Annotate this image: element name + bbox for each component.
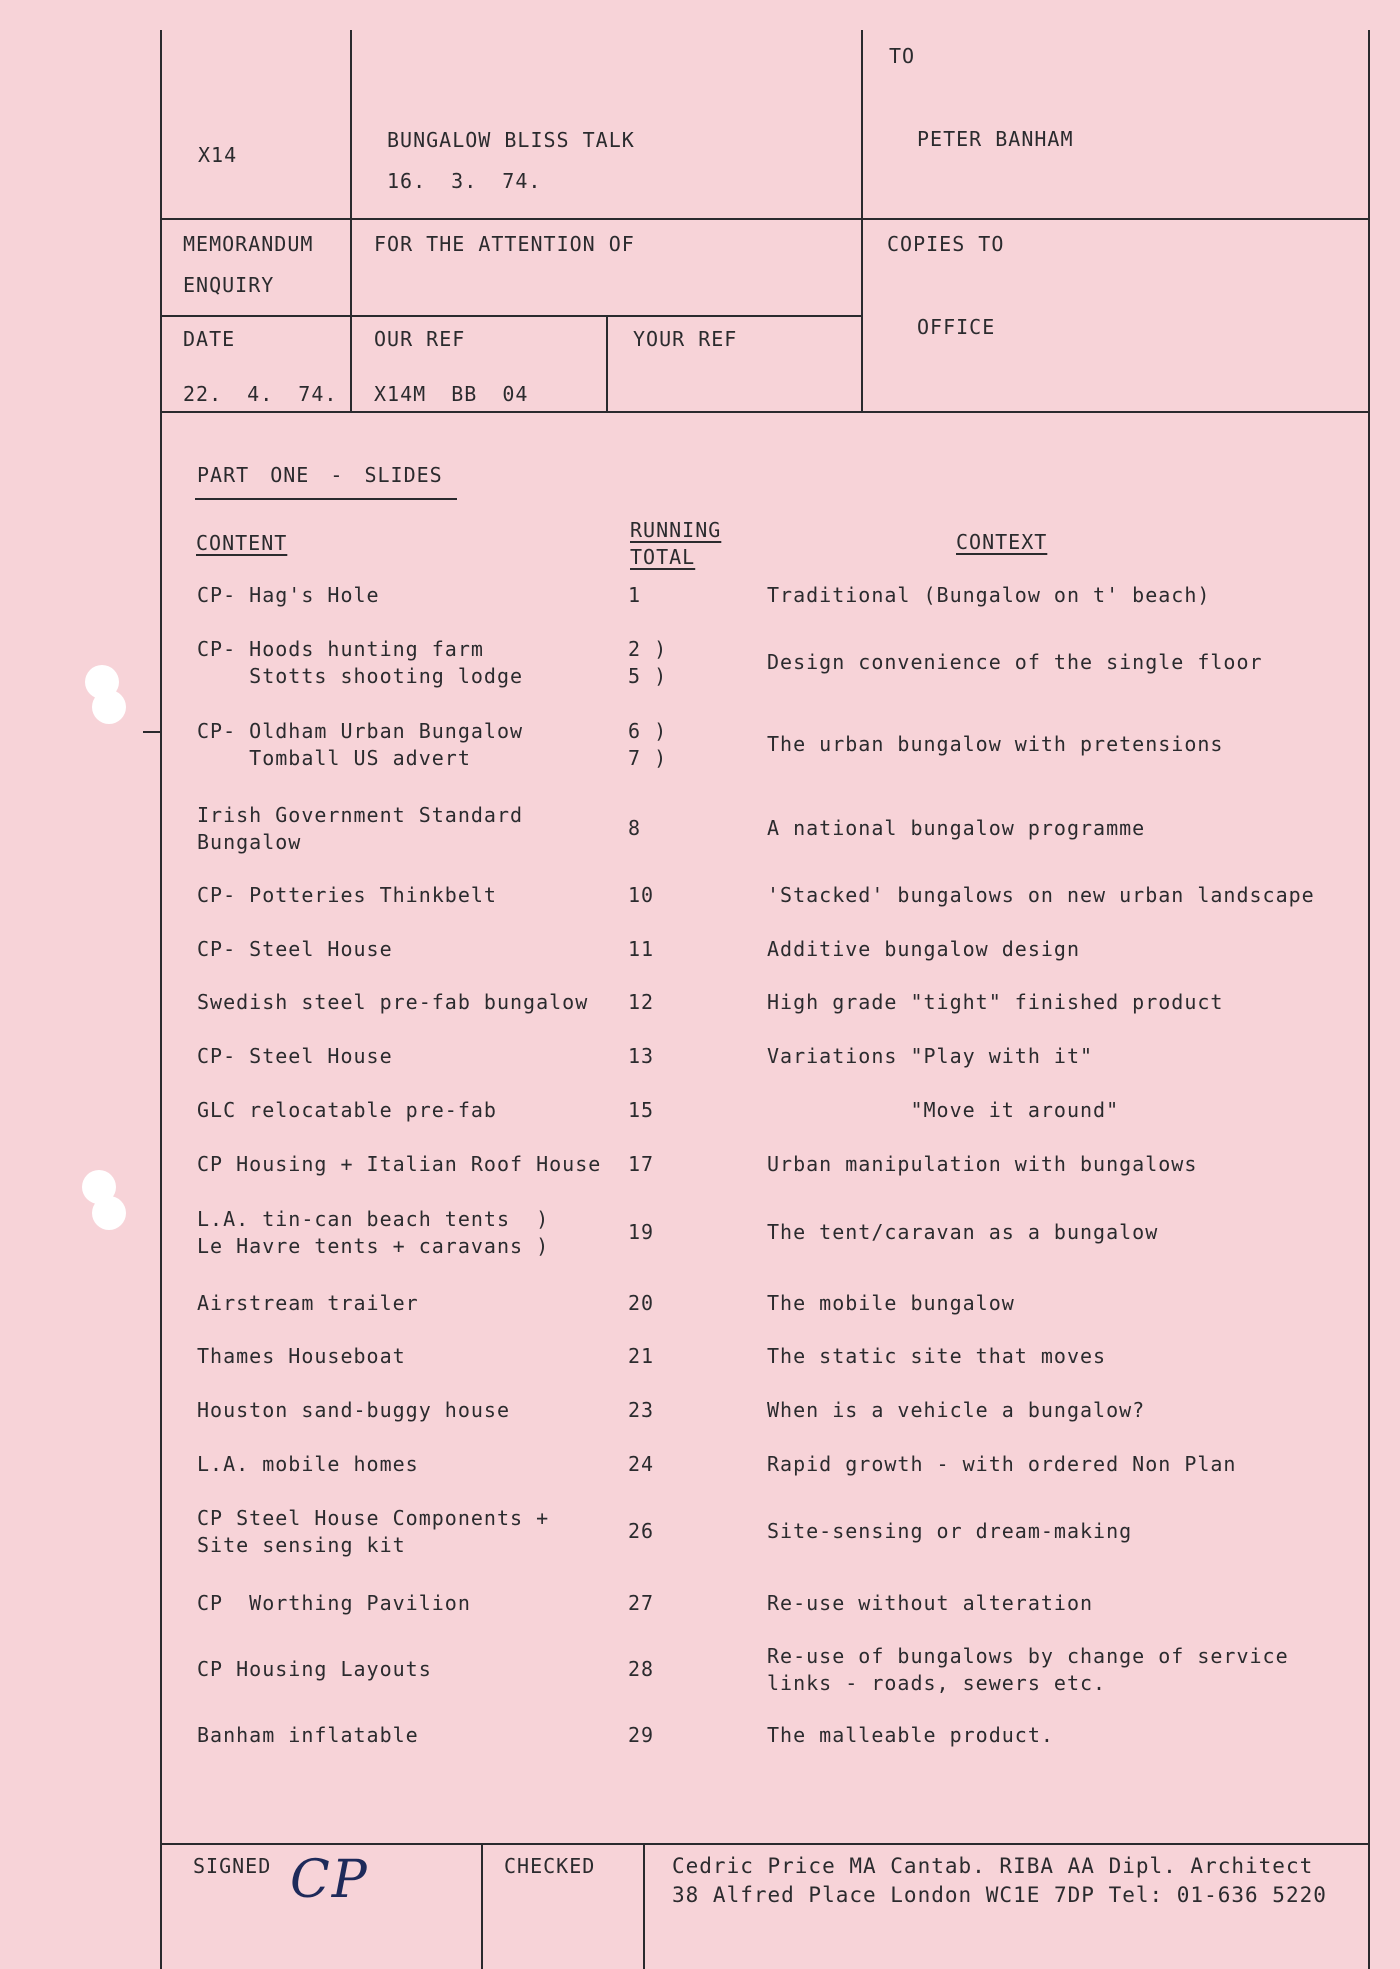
signature: CP: [290, 1850, 369, 1910]
copies-to-label: COPIES TO: [887, 232, 1005, 256]
row-content: CP Worthing Pavilion: [197, 1591, 471, 1615]
row-context: "Move it around": [767, 1098, 1120, 1122]
row-context: The tent/caravan as a bungalow: [767, 1220, 1159, 1244]
row-running-total: 19: [628, 1220, 655, 1244]
column-header-running: RUNNING: [630, 518, 722, 542]
row-context: Urban manipulation with bungalows: [767, 1152, 1198, 1176]
row-content: Irish Government Standard: [197, 803, 524, 827]
row-context: Design convenience of the single floor: [767, 650, 1263, 674]
row-content: L.A. mobile homes: [197, 1452, 419, 1476]
row-content: CP Housing Layouts: [197, 1657, 432, 1681]
row-content: CP Housing + Italian Roof House: [197, 1152, 602, 1176]
row-context: Traditional (Bungalow on t' beach): [767, 583, 1211, 607]
to-label: TO: [889, 44, 916, 68]
your-ref-label: YOUR REF: [633, 327, 738, 351]
firm-line-2: 38 Alfred Place London WC1E 7DP Tel: 01-636 5220: [672, 1883, 1327, 1907]
row-running-total: 24: [628, 1452, 655, 1476]
grid-vline-2: [861, 30, 863, 413]
date-value: 22. 4. 74.: [183, 382, 338, 406]
row-content: Swedish steel pre-fab bungalow: [197, 990, 589, 1014]
row-context: Re-use of bungalows by change of service: [767, 1644, 1289, 1668]
row-content: Banham inflatable: [197, 1723, 419, 1747]
grid-hline-1: [160, 218, 1370, 220]
right-border: [1368, 30, 1370, 1969]
to-value: PETER BANHAM: [917, 127, 1074, 151]
row-running-total: 23: [628, 1398, 655, 1422]
row-content: Le Havre tents + caravans ): [197, 1234, 550, 1258]
row-context: The malleable product.: [767, 1723, 1054, 1747]
section-title-underline: [195, 498, 457, 500]
row-content: CP- Oldham Urban Bungalow: [197, 719, 524, 743]
row-running-total: 5 ): [628, 664, 668, 688]
row-content: CP Steel House Components +: [197, 1506, 550, 1530]
row-content: CP- Steel House: [197, 937, 393, 961]
subject-line-1: BUNGALOW BLISS TALK: [387, 128, 635, 152]
row-running-total: 17: [628, 1152, 655, 1176]
row-context: The mobile bungalow: [767, 1291, 1015, 1315]
row-running-total: 27: [628, 1591, 655, 1615]
row-running-total: 6 ): [628, 719, 668, 743]
row-content: Thames Houseboat: [197, 1344, 406, 1368]
row-context: A national bungalow programme: [767, 816, 1146, 840]
left-border: [160, 30, 162, 1969]
date-label: DATE: [183, 327, 236, 351]
grid-hline-2: [160, 315, 862, 317]
row-running-total: 20: [628, 1291, 655, 1315]
row-running-total: 11: [628, 937, 655, 961]
row-content: CP- Potteries Thinkbelt: [197, 883, 497, 907]
row-running-total: 13: [628, 1044, 655, 1068]
row-context: The urban bungalow with pretensions: [767, 732, 1224, 756]
grid-vline-1: [350, 30, 352, 413]
row-context: Site-sensing or dream-making: [767, 1519, 1133, 1543]
row-running-total: 29: [628, 1723, 655, 1747]
grid-hline-3: [160, 411, 1370, 413]
footer-vline-2: [643, 1843, 645, 1969]
row-context: When is a vehicle a bungalow?: [767, 1398, 1146, 1422]
row-context: Variations "Play with it": [767, 1044, 1094, 1068]
row-content: Tomball US advert: [197, 746, 471, 770]
checked-label: CHECKED: [504, 1854, 596, 1878]
row-running-total: 7 ): [628, 746, 668, 770]
column-header-content: CONTENT: [196, 531, 288, 555]
grid-vline-3: [606, 317, 608, 413]
row-running-total: 15: [628, 1098, 655, 1122]
signed-label: SIGNED: [193, 1854, 272, 1878]
row-context: Additive bungalow design: [767, 937, 1080, 961]
firm-line-1: Cedric Price MA Cantab. RIBA AA Dipl. Architect: [672, 1854, 1314, 1878]
row-context: links - roads, sewers etc.: [767, 1671, 1107, 1695]
footer-hline: [160, 1843, 1370, 1845]
row-content: CP- Hag's Hole: [197, 583, 380, 607]
row-content: L.A. tin-can beach tents ): [197, 1207, 550, 1231]
row-content: CP- Steel House: [197, 1044, 393, 1068]
punch-hole-bottom-b: [92, 1196, 126, 1230]
enquiry-label: ENQUIRY: [183, 273, 275, 297]
punch-hole-top-b: [92, 690, 126, 724]
row-running-total: 10: [628, 883, 655, 907]
our-ref-label: OUR REF: [374, 327, 466, 351]
section-title: PART ONE - SLIDES: [197, 463, 443, 487]
subject-line-2: 16. 3. 74.: [387, 169, 542, 193]
row-running-total: 8: [628, 816, 642, 840]
row-content: GLC relocatable pre-fab: [197, 1098, 497, 1122]
row-running-total: 2 ): [628, 637, 668, 661]
column-header-total: TOTAL: [630, 545, 696, 569]
footer-vline-1: [481, 1843, 483, 1969]
copies-to-value: OFFICE: [917, 315, 996, 339]
row-content: Bungalow: [197, 830, 302, 854]
column-header-context: CONTEXT: [956, 530, 1048, 554]
row-context: High grade "tight" finished product: [767, 990, 1224, 1014]
row-running-total: 1: [628, 583, 642, 607]
margin-tick: [143, 731, 161, 733]
row-content: Airstream trailer: [197, 1291, 419, 1315]
row-content: Houston sand-buggy house: [197, 1398, 510, 1422]
row-content: Stotts shooting lodge: [197, 664, 524, 688]
row-running-total: 26: [628, 1519, 655, 1543]
row-running-total: 12: [628, 990, 655, 1014]
memorandum-label: MEMORANDUM: [183, 232, 314, 256]
row-context: 'Stacked' bungalows on new urban landscape: [767, 883, 1315, 907]
job-number: X14: [198, 143, 238, 167]
row-content: CP- Hoods hunting farm: [197, 637, 484, 661]
attention-label: FOR THE ATTENTION OF: [374, 232, 635, 256]
row-context: Rapid growth - with ordered Non Plan: [767, 1452, 1237, 1476]
row-content: Site sensing kit: [197, 1533, 406, 1557]
row-context: The static site that moves: [767, 1344, 1107, 1368]
row-running-total: 21: [628, 1344, 655, 1368]
our-ref-value: X14M BB 04: [374, 382, 529, 406]
row-running-total: 28: [628, 1657, 655, 1681]
row-context: Re-use without alteration: [767, 1591, 1094, 1615]
